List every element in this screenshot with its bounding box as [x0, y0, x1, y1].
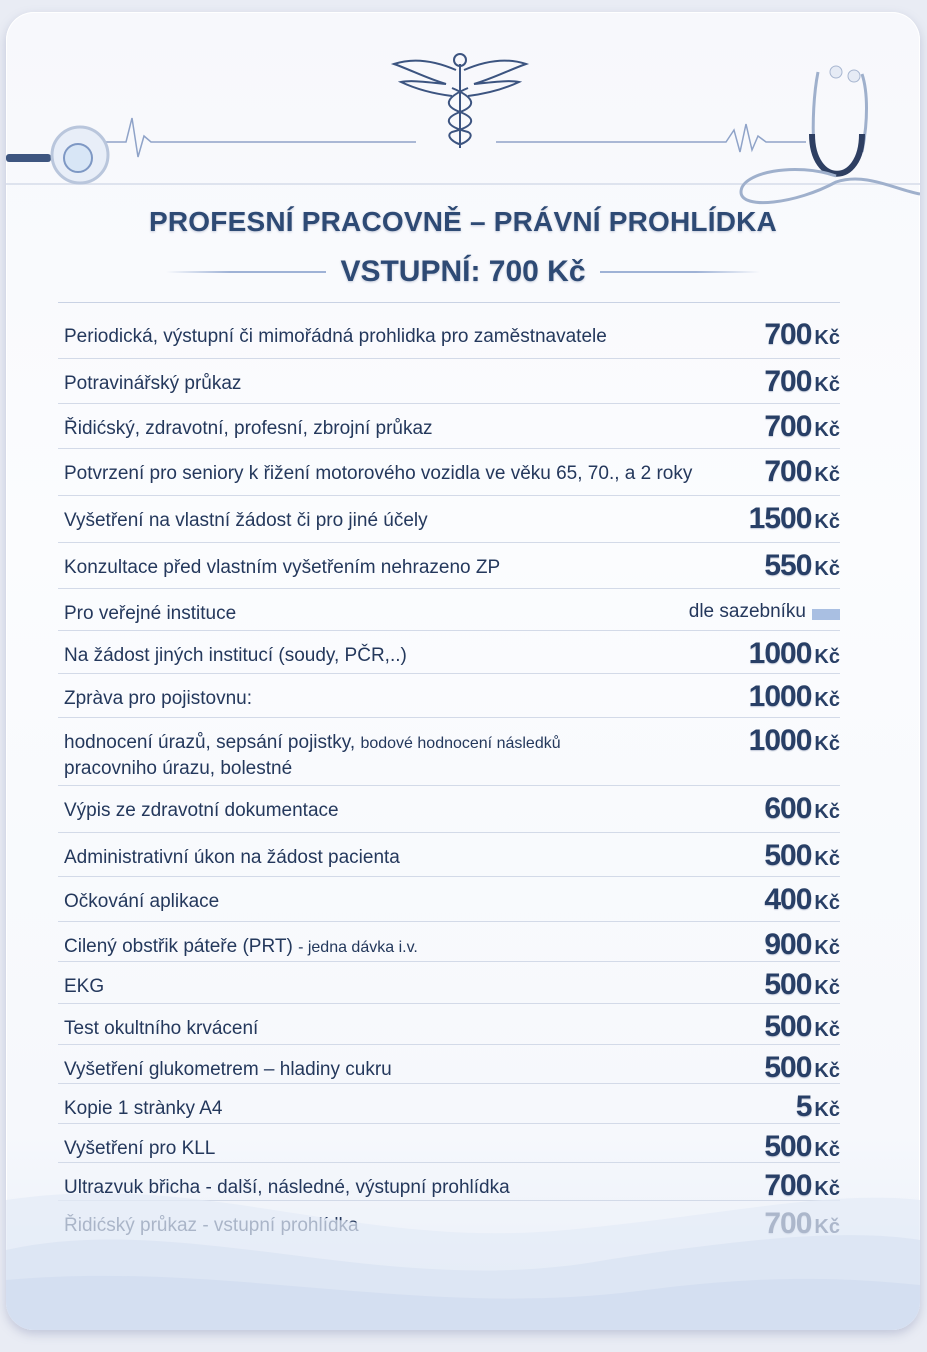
- subtitle-row: [6, 252, 920, 292]
- price-currency: Kč: [814, 1139, 840, 1161]
- service-label: [64, 1124, 215, 1161]
- price-currency: Kč: [814, 801, 840, 823]
- service-label: [64, 786, 339, 823]
- service-label: [64, 674, 252, 711]
- service-price: [764, 833, 840, 873]
- price-currency: Kč: [814, 419, 840, 441]
- price-currency: Kč: [814, 689, 840, 711]
- service-label: [64, 359, 241, 396]
- service-price: [764, 922, 840, 962]
- price-amount: 1000: [748, 724, 812, 757]
- caduceus-icon: [394, 54, 526, 148]
- price-note-text: dle sazebníku: [688, 601, 806, 622]
- price-amount: 700: [764, 318, 812, 351]
- service-label: [64, 496, 428, 533]
- service-label-text: Periodická, výstupní či mimořádná prohlidka pro zaměstnavatele: [64, 326, 607, 347]
- service-label-text: Vyšetření glukometrem – hladiny cukru: [64, 1059, 392, 1080]
- header-divider: [58, 302, 840, 303]
- price-amount: 550: [764, 549, 812, 582]
- price-amount: 500: [764, 1051, 812, 1084]
- price-row: [58, 1004, 840, 1045]
- price-amount: 500: [764, 839, 812, 872]
- price-row: [58, 877, 840, 922]
- service-label: [64, 833, 400, 870]
- price-amount: 5: [795, 1090, 812, 1123]
- price-currency: Kč: [814, 646, 840, 668]
- price-amount: 500: [764, 1130, 812, 1163]
- price-amount: 600: [764, 792, 812, 825]
- price-list: [58, 312, 840, 1241]
- price-row: [58, 631, 840, 674]
- subtitle-divider-right: [600, 271, 760, 273]
- price-row: [58, 1124, 840, 1163]
- service-label-note: - jedna dávka i.v.: [298, 939, 418, 956]
- price-row: [58, 1084, 840, 1124]
- service-label-text: Řidićský, zdravotní, profesní, zbrojní průkaz: [64, 418, 433, 439]
- price-row: [58, 359, 840, 404]
- service-label-text: EKG: [64, 976, 105, 997]
- price-row: [58, 404, 840, 449]
- service-label-line2: pracovniho úrazu, bolestné: [64, 758, 293, 779]
- service-label-text: Ultrazvuk břicha - další, následné, výstupní prohlídka: [64, 1177, 510, 1198]
- service-label-text: Kopie 1 strànky A4: [64, 1098, 223, 1119]
- service-label: [64, 312, 607, 349]
- price-currency: Kč: [814, 511, 840, 533]
- service-label-text: Výpis ze zdravotní dokumentace: [64, 800, 339, 821]
- price-amount: 400: [764, 883, 812, 916]
- service-label: [64, 922, 418, 960]
- price-row: [58, 1045, 840, 1084]
- wave-decoration: [6, 1160, 920, 1330]
- price-amount: 900: [764, 928, 812, 961]
- price-currency: Kč: [814, 1019, 840, 1041]
- price-row: [58, 312, 840, 359]
- service-price: [749, 496, 840, 536]
- service-label: [64, 1084, 222, 1121]
- service-price: [749, 674, 840, 714]
- service-label-text: Test okultního krvácení: [64, 1018, 259, 1039]
- price-row: [58, 589, 840, 631]
- service-label-text: Očkování aplikace: [64, 891, 220, 912]
- service-price: [749, 718, 840, 758]
- price-row: [58, 922, 840, 962]
- price-amount: 1000: [748, 680, 812, 713]
- stethoscope-icon: [741, 66, 920, 203]
- price-amount: 700: [764, 365, 812, 398]
- service-label: [64, 1004, 258, 1041]
- service-label: [64, 589, 236, 626]
- service-price: [764, 877, 840, 917]
- price-amount: 1000: [748, 637, 812, 670]
- price-currency: Kč: [814, 327, 840, 349]
- service-label: [64, 404, 433, 441]
- price-row: [58, 674, 840, 718]
- price-currency: Kč: [814, 937, 840, 959]
- service-label-text: hodnocení úrazů, sepsání pojistky,: [64, 732, 356, 753]
- service-price: [764, 786, 840, 826]
- service-price: [764, 1124, 840, 1164]
- service-price: [764, 404, 840, 444]
- price-amount: 1500: [748, 502, 812, 535]
- service-label-text: Zpràva pro pojistovnu:: [64, 688, 252, 709]
- service-label: [64, 962, 104, 999]
- service-price: [764, 312, 840, 352]
- service-label: [64, 543, 500, 580]
- service-price: [796, 1084, 840, 1124]
- swatch-marker: [812, 609, 840, 620]
- price-currency: Kč: [814, 848, 840, 870]
- price-row: [58, 786, 840, 833]
- price-currency: Kč: [814, 464, 840, 486]
- price-currency: Kč: [814, 374, 840, 396]
- price-amount: 500: [764, 1010, 812, 1043]
- price-row: [58, 496, 840, 543]
- price-currency: Kč: [814, 558, 840, 580]
- price-row: [58, 543, 840, 589]
- page-title: PROFESNÍ PRACOVNĚ – PRÁVNÍ PROHLÍDKA: [149, 206, 777, 237]
- service-label-text: Vyšetření pro KLL: [64, 1138, 216, 1159]
- stethoscope-chestpiece-icon: [6, 127, 108, 183]
- service-label: [64, 631, 407, 668]
- service-label-text: Na žádost jiných institucí (soudy, PČR,..): [64, 645, 407, 666]
- service-label-text: Pro veřejné instituce: [64, 603, 237, 624]
- price-currency: Kč: [814, 1099, 840, 1121]
- price-row: [58, 718, 840, 786]
- service-price: [764, 449, 840, 489]
- price-amount: 500: [764, 968, 812, 1001]
- service-price: [764, 359, 840, 399]
- price-note: [689, 589, 840, 623]
- price-currency: Kč: [814, 733, 840, 755]
- price-amount: 700: [764, 1169, 812, 1202]
- header-decoration: [6, 12, 920, 212]
- price-currency: Kč: [814, 1060, 840, 1082]
- service-label: [64, 1045, 392, 1082]
- price-row: [58, 962, 840, 1004]
- price-row: [58, 833, 840, 877]
- price-amount: 700: [764, 455, 812, 488]
- service-price: [749, 631, 840, 671]
- price-list-card: [6, 12, 920, 1330]
- service-price: [764, 1045, 840, 1085]
- service-price: [764, 543, 840, 583]
- service-label-text: Potravinářský průkaz: [64, 373, 242, 394]
- price-amount: 700: [764, 410, 812, 443]
- price-currency: Kč: [814, 977, 840, 999]
- heartbeat-line: [106, 118, 806, 157]
- service-label-text: Cilený obstřik páteře (PRT): [64, 936, 293, 957]
- service-label: [64, 718, 561, 781]
- service-price: [764, 1004, 840, 1044]
- subtitle-divider-left: [166, 271, 326, 273]
- service-price: [764, 962, 840, 1002]
- service-label-text: Administrativní úkon na žádost pacienta: [64, 847, 400, 868]
- entry-exam-price: VSTUPNÍ: 700 Kč: [340, 255, 586, 288]
- price-currency: Kč: [814, 1178, 840, 1200]
- price-currency: Kč: [814, 892, 840, 914]
- service-label-text: Vyšetření na vlastní žádost či pro jiné účely: [64, 510, 428, 531]
- service-label-note: bodové hodnocení následků: [360, 735, 561, 752]
- service-label: [64, 877, 219, 914]
- price-row: [58, 449, 840, 496]
- service-label: [64, 449, 692, 486]
- service-label-text: Konzultace před vlastním vyšetřením nehrazeno ZP: [64, 557, 501, 578]
- service-label-text: Potvrzení pro seniory k řižení motorového vozidla ve věku 65, 70., a 2 roky: [64, 463, 693, 484]
